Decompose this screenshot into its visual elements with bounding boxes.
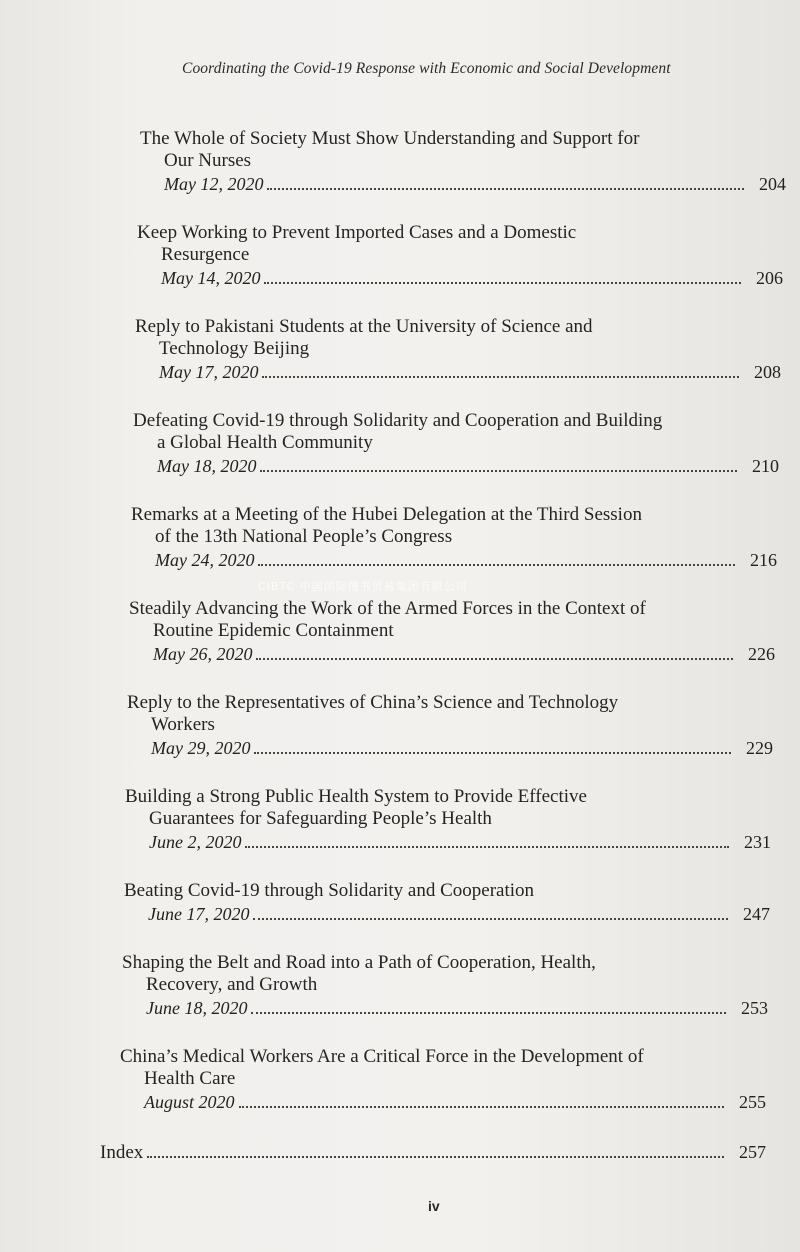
entry-title: Beating Covid-19 through Solidarity and Cooperation (124, 880, 535, 901)
page-number: 204 (759, 174, 786, 194)
running-head: Coordinating the Covid-19 Response with Economic and Social Development (182, 60, 671, 77)
entry-date-line (117, 266, 783, 290)
entry-date: May 18, 2020 (157, 456, 257, 476)
entry-date: May 24, 2020 (155, 550, 255, 570)
entry-date: May 14, 2020 (161, 268, 261, 288)
dot-leader (262, 375, 739, 378)
toc-entry (117, 222, 783, 290)
index-entry (100, 1140, 766, 1165)
page-number: 229 (746, 738, 773, 758)
toc-entry (104, 880, 772, 926)
page-number: 247 (743, 904, 770, 924)
page-number: 253 (741, 998, 768, 1018)
dot-leader (254, 751, 731, 754)
entry-title: Keep Working to Prevent Imported Cases and a Domestic Resurgence (137, 222, 577, 265)
entry-title: Building a Strong Public Health System to Provide Effective Guarantees for Safeguarding People’s Health (125, 786, 587, 829)
entry-title: Steadily Advancing the Work of the Armed Forces in the Context of Routine Epidemic Containment (129, 598, 646, 641)
entry-date: August 2020 (144, 1092, 235, 1112)
toc-entry (109, 598, 775, 666)
page-number: 208 (754, 362, 781, 382)
dot-leader (251, 1011, 726, 1014)
toc-entry (113, 410, 779, 478)
dot-leader (260, 469, 737, 472)
table-of-contents (100, 128, 786, 1165)
watermark: CIBTC 中国国际图书贸易集团有限公司 (258, 580, 468, 593)
entry-date: June 18, 2020 (146, 998, 248, 1018)
toc-entry (120, 128, 786, 196)
toc-entry (102, 952, 772, 1020)
entry-title: The Whole of Society Must Show Understanding and Support for Our Nurses (140, 128, 640, 171)
page-number: 206 (756, 268, 783, 288)
toc-entry (115, 316, 781, 384)
dot-leader (147, 1155, 724, 1158)
entry-date: June 17, 2020 (148, 904, 250, 924)
dot-leader (253, 917, 728, 920)
entry-date: May 17, 2020 (159, 362, 259, 382)
toc-entry (105, 786, 772, 854)
toc-entry (111, 504, 777, 572)
entry-title: Reply to Pakistani Students at the University of Science and Technology Beijing (135, 316, 593, 359)
dot-leader (267, 187, 744, 190)
toc-entry (100, 1046, 772, 1114)
entry-date-line (102, 996, 768, 1020)
entry-date-line (115, 360, 781, 384)
entry-title: China’s Medical Workers Are a Critical Force in the Development of Health Care (120, 1046, 644, 1089)
entry-date-line (111, 548, 777, 572)
folio: iv (428, 1198, 440, 1214)
entry-date-line (100, 1090, 766, 1114)
entry-title: Remarks at a Meeting of the Hubei Delegation at the Third Session of the 13th National People’s Congress (131, 504, 642, 547)
entry-title: Shaping the Belt and Road into a Path of Cooperation, Health, Recovery, and Growth (122, 952, 596, 995)
entry-date-line (120, 172, 786, 196)
entry-date: May 12, 2020 (164, 174, 264, 194)
dot-leader (239, 1105, 724, 1108)
entry-date-line (109, 642, 775, 666)
page-number: 216 (750, 550, 777, 570)
entry-date-line (105, 830, 771, 854)
page-number: 210 (752, 456, 779, 476)
entry-title: Defeating Covid-19 through Solidarity and Cooperation and Building a Global Health Community (133, 410, 663, 453)
entry-date: May 26, 2020 (153, 644, 253, 664)
entry-date: May 29, 2020 (151, 738, 251, 758)
entry-date-line (104, 902, 770, 926)
page-number: 226 (748, 644, 775, 664)
dot-leader (256, 657, 733, 660)
page-number: 255 (739, 1092, 766, 1112)
dot-leader (245, 845, 729, 848)
index-label: Index (100, 1142, 144, 1163)
entry-date-line (107, 736, 773, 760)
entry-title: Reply to the Representatives of China’s Science and Technology Workers (127, 692, 619, 735)
page-number: 231 (744, 832, 771, 852)
entry-date-line (113, 454, 779, 478)
page-number: 257 (739, 1142, 766, 1162)
dot-leader (264, 281, 741, 284)
dot-leader (258, 563, 735, 566)
toc-entry (107, 692, 772, 760)
entry-date: June 2, 2020 (149, 832, 242, 852)
